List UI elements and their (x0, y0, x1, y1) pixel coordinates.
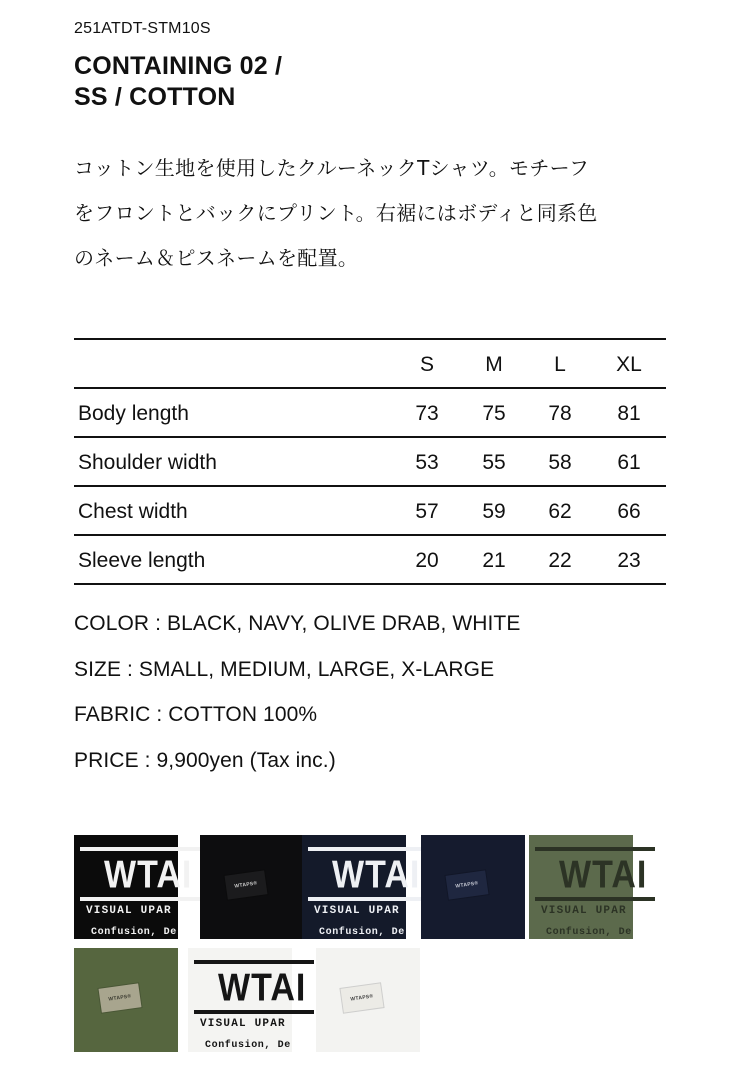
print-caption: VISUAL UPAR (541, 905, 627, 917)
print-bar (80, 847, 200, 851)
product-title-line-2: SS / COTTON (74, 83, 236, 111)
print-bar (535, 847, 655, 851)
product-title (74, 51, 282, 113)
color-swatch[interactable] (188, 948, 307, 1052)
color-swatch[interactable] (74, 835, 193, 939)
spec-size: SIZE : SMALL, MEDIUM, LARGE, X-LARGE (74, 657, 495, 681)
color-swatch[interactable] (529, 835, 648, 939)
description-line: をフロントとバックにプリント。右裾にはボディと同系色 (74, 201, 598, 225)
print-logo: WTAI (218, 966, 307, 1010)
product-title-line-1: CONTAINING 02 / (74, 52, 283, 80)
color-swatch[interactable] (421, 835, 525, 939)
product-description (74, 146, 674, 281)
row-label-sleeve-length: Sleeve length (78, 549, 206, 572)
print-caption: VISUAL UPAR (314, 905, 400, 917)
size-value: 23 (617, 549, 641, 572)
size-value: 73 (415, 402, 439, 425)
size-value: 81 (617, 402, 641, 425)
print-caption: VISUAL UPAR (86, 905, 172, 917)
size-value: 20 (415, 549, 439, 572)
size-value: 59 (482, 500, 506, 523)
print-bar (535, 897, 655, 901)
size-table-row (74, 487, 666, 536)
row-label-shoulder-width: Shoulder width (78, 451, 217, 474)
size-table-row (74, 536, 666, 585)
print-bar (194, 960, 314, 964)
name-tag: WTAPS® (99, 983, 142, 1012)
color-swatch[interactable] (200, 835, 304, 939)
print-bar (194, 1010, 314, 1014)
size-value: 53 (415, 451, 439, 474)
print-bar (308, 897, 428, 901)
size-value: 22 (548, 549, 572, 572)
size-table-row (74, 389, 666, 438)
print-caption: Confusion, De (205, 1040, 291, 1051)
size-table-header (74, 340, 666, 389)
print-logo: WTAI (559, 853, 648, 897)
print-logo: WTAI (332, 853, 421, 897)
product-code: 251ATDT-STM10S (74, 20, 211, 37)
print-logo: WTAI (104, 853, 193, 897)
size-header-s: S (419, 353, 434, 376)
color-swatch[interactable] (316, 948, 420, 1052)
color-swatch[interactable] (302, 835, 421, 939)
size-value: 78 (548, 402, 572, 425)
description-line: コットン生地を使用したクルーネックTシャツ。モチーフ (74, 156, 590, 180)
spec-color: COLOR : BLACK, NAVY, OLIVE DRAB, WHITE (74, 612, 521, 635)
description-line: のネーム＆ピスネームを配置。 (74, 246, 359, 270)
size-value: 58 (548, 451, 572, 474)
row-label-chest-width: Chest width (78, 500, 188, 523)
size-table-row (74, 438, 666, 487)
name-tag: WTAPS® (225, 870, 268, 899)
print-caption: Confusion, De (91, 927, 177, 938)
size-value: 21 (482, 549, 506, 572)
name-tag: WTAPS® (446, 870, 489, 899)
size-value: 55 (482, 451, 506, 474)
spec-price: PRICE : 9,900yen (Tax inc.) (74, 748, 336, 772)
size-value: 62 (548, 500, 572, 523)
size-header-xl: XL (616, 353, 642, 376)
color-swatch[interactable] (74, 948, 178, 1052)
size-value: 66 (617, 500, 641, 523)
size-value: 61 (617, 451, 641, 474)
print-caption: Confusion, De (546, 927, 632, 938)
size-value: 57 (415, 500, 439, 523)
size-value: 75 (482, 402, 506, 425)
print-bar (80, 897, 200, 901)
size-header-m: M (485, 353, 503, 376)
row-label-body-length: Body length (78, 402, 189, 425)
size-header-l: L (554, 353, 566, 376)
print-caption: VISUAL UPAR (200, 1018, 286, 1030)
spec-fabric: FABRIC : COTTON 100% (74, 703, 318, 726)
size-table (74, 338, 666, 585)
product-specs (74, 612, 520, 794)
print-caption: Confusion, De (319, 927, 405, 938)
print-bar (308, 847, 428, 851)
name-tag: WTAPS® (341, 983, 384, 1012)
